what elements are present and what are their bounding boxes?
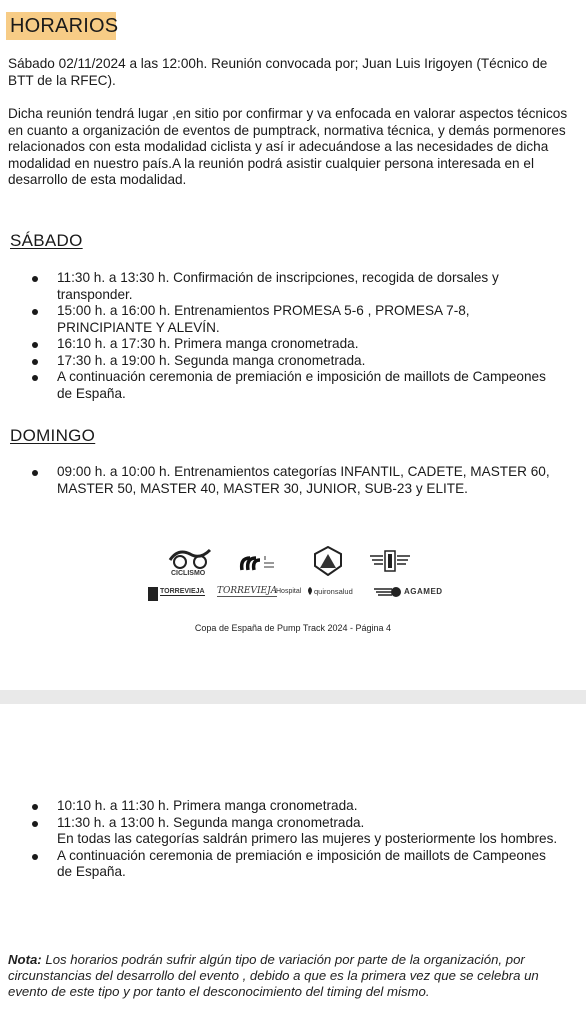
sunday-continued-list: [0, 798, 560, 881]
list-item: 15:00 h. a 16:00 h. Entrenamientos PROMESA 5-6 , PROMESA 7-8, PRINCIPIANTE Y ALEVÍN.: [0, 303, 560, 336]
bullet-icon: [32, 804, 38, 810]
sunday-schedule-list: [0, 464, 560, 497]
bullet-icon: [32, 854, 38, 860]
sunday-heading: DOMINGO: [10, 426, 96, 445]
agamed-text: AGAMED: [404, 587, 443, 596]
agamed-icon: [374, 586, 402, 598]
bullet-icon: [32, 470, 38, 476]
list-item: 16:10 h. a 17:30 h. Primera manga cronometrada.: [0, 336, 560, 353]
page-separator: [0, 690, 586, 704]
page-footer: Copa de España de Pump Track 2024 - Página 4: [194, 623, 392, 633]
saturday-schedule-list: [0, 270, 560, 402]
list-item: 11:30 h. a 13:30 h. Confirmación de inscripciones, recogida de dorsales y transponder.: [0, 270, 560, 303]
torrevieja-text-2: TORREVIEJA: [217, 586, 278, 596]
page-title: HORARIOS: [6, 12, 116, 40]
quironsalud-text: quironsalud: [314, 587, 353, 596]
meeting-date-paragraph: Sábado 02/11/2024 a las 12:00h. Reunión convocada por; Juan Luis Irigoyen (Técnico de BTT de la RFEC).: [8, 56, 548, 88]
bullet-icon: [32, 821, 38, 827]
list-item: 17:30 h. a 19:00 h. Segunda manga cronometrada.: [0, 353, 560, 370]
list-item: 10:10 h. a 11:30 h. Primera manga cronometrada.: [0, 798, 560, 815]
hospital-text: Hospital: [276, 588, 302, 595]
quironsalud-icon: [306, 586, 314, 596]
note-label: Nota:: [8, 952, 42, 967]
list-item: A continuación ceremonia de premiación e imposición de maillots de Campeones de España.: [0, 848, 560, 881]
bullet-icon: [32, 359, 38, 365]
list-item: A continuación ceremonia de premiación e imposición de maillots de Campeones de España.: [0, 369, 560, 402]
list-item: 11:30 h. a 13:00 h. Segunda manga cronometrada. En todas las categorías saldrán primero las mujeres y posteriormente los hombres.: [0, 815, 560, 848]
list-item: 09:00 h. a 10:00 h. Entrenamientos categorías INFANTIL, CADETE, MASTER 60, MASTER 50, MASTER 40, MASTER 30, JUNIOR, SUB-23 y ELITE.: [0, 464, 560, 497]
document-page-2: [0, 704, 586, 1024]
csd-logo: [238, 552, 278, 574]
saturday-heading: SÁBADO: [10, 231, 83, 250]
ciclismo-text: CICLISMO: [171, 570, 206, 577]
torrevieja-text-1: TORREVIEJA: [160, 588, 205, 595]
note-text: Los horarios podrán sufrir algún tipo de variación por parte de la organización, por circunstancias del desarrollo del evento , debido a que es la primera vez que se celebra un evento de este tipo y por tanto el desconocimiento del timing del mismo.: [8, 952, 539, 999]
tower-logo: [368, 548, 412, 574]
shield-logo: [314, 546, 342, 576]
sponsor-logos: [0, 540, 586, 630]
bullet-icon: [32, 342, 38, 348]
bullet-icon: [32, 309, 38, 315]
schedule-note: [8, 952, 574, 1000]
bullet-icon: [32, 276, 38, 282]
categories-order-note: En todas las categorías saldrán primero las mujeres y posteriormente los hombres.: [57, 831, 558, 846]
ciclismo-logo: [168, 546, 212, 572]
torrevieja-badge-icon: [148, 587, 158, 601]
bullet-icon: [32, 375, 38, 381]
meeting-description-paragraph: Dicha reunión tendrá lugar ,en sitio por confirmar y va enfocada en valorar aspectos técnicos en cuanto a organización de eventos de pumptrack, normativa técnica, y demás pormenores relacionados con esta modalidad ciclista y así ir adecuándose a las necesidades de dicha modalidad en nuestro país.A la reunión podrá asistir cualquier persona interesada en el desarrollo de esta modalidad.: [8, 106, 568, 187]
